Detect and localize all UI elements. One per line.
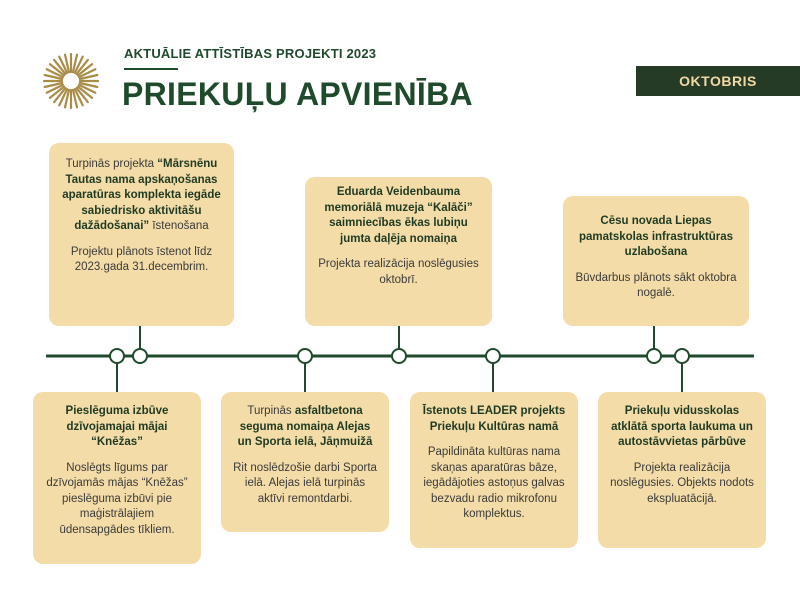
month-badge: OKTOBRIS xyxy=(636,66,800,96)
page-title: PRIEKUĻU APVIENĪBA xyxy=(122,76,473,112)
card-heading: Pieslēguma izbūve dzīvojamajai mājai “Knēžas” xyxy=(65,405,169,448)
timeline-node xyxy=(486,349,500,363)
timeline-node xyxy=(298,349,312,363)
timeline-node xyxy=(675,349,689,363)
card-heading: Eduarda Veidenbauma memoriālā muzeja “Kalāči” saimniecības ēkas lubiņu jumta daļēja nomaiņa xyxy=(324,186,473,245)
project-card-liepas xyxy=(563,196,749,326)
timeline-node xyxy=(133,349,147,363)
card-heading: Cēsu novada Liepas pamatskolas infrastruktūras uzlabošana xyxy=(578,215,734,258)
project-card-leader xyxy=(410,392,578,548)
project-card-knezas xyxy=(33,392,201,564)
timeline-node xyxy=(392,349,406,363)
card-body: Noslēgts līgums par dzīvojamās mājas “Knēžas” pieslēguma izbūvi pie maģistrālajiem ūdensapgādes tīkliem. xyxy=(46,461,188,536)
card-body: Būvdarbus plānots sākt oktobra nogalē. xyxy=(575,271,737,299)
card-body: Rit noslēdzošie darbi Sporta ielā. Alejas ielā turpinās aktīvi remontdarbi. xyxy=(233,461,377,505)
card-intro: Turpinās asfaltbetona seguma nomaiņa Alejas un Sporta ielā, Jāņmuižā xyxy=(237,405,373,448)
header-subtitle: AKTUĀLIE ATTĪSTĪBAS PROJEKTI 2023 xyxy=(124,46,377,61)
card-heading: Priekuļu vidusskolas atklātā sporta laukuma un autostāvvietas pārbūve xyxy=(611,405,753,448)
card-body: Papildināta kultūras nama skaņas aparatūras bāze, iegādājoties astoņus galvas bezvadu radio mikrofonu komplektus. xyxy=(423,446,565,520)
project-card-marsnenu xyxy=(49,143,234,326)
project-card-sporta-laukums xyxy=(598,392,766,548)
card-body: Projekta realizācija noslēgusies oktobrī. xyxy=(318,258,479,286)
card-intro: Turpinās projekta “Mārsnēnu Tautas nama apskaņošanas aparatūras komplekta iegāde sabiedrisko aktivitāšu dažādošanai” īstenošana xyxy=(62,158,221,232)
card-body: Projektu plānots īstenot līdz 2023.gada 31.decembrim. xyxy=(70,245,213,273)
project-card-kalaci xyxy=(305,177,492,326)
card-body: Projekta realizācija noslēgusies. Objekts nodots ekspluatācijā. xyxy=(610,461,754,505)
timeline-node xyxy=(110,349,124,363)
project-card-asfaltbetons xyxy=(221,392,389,532)
timeline-node xyxy=(647,349,661,363)
card-heading: Īstenots LEADER projekts Priekuļu Kultūras namā xyxy=(422,405,566,433)
